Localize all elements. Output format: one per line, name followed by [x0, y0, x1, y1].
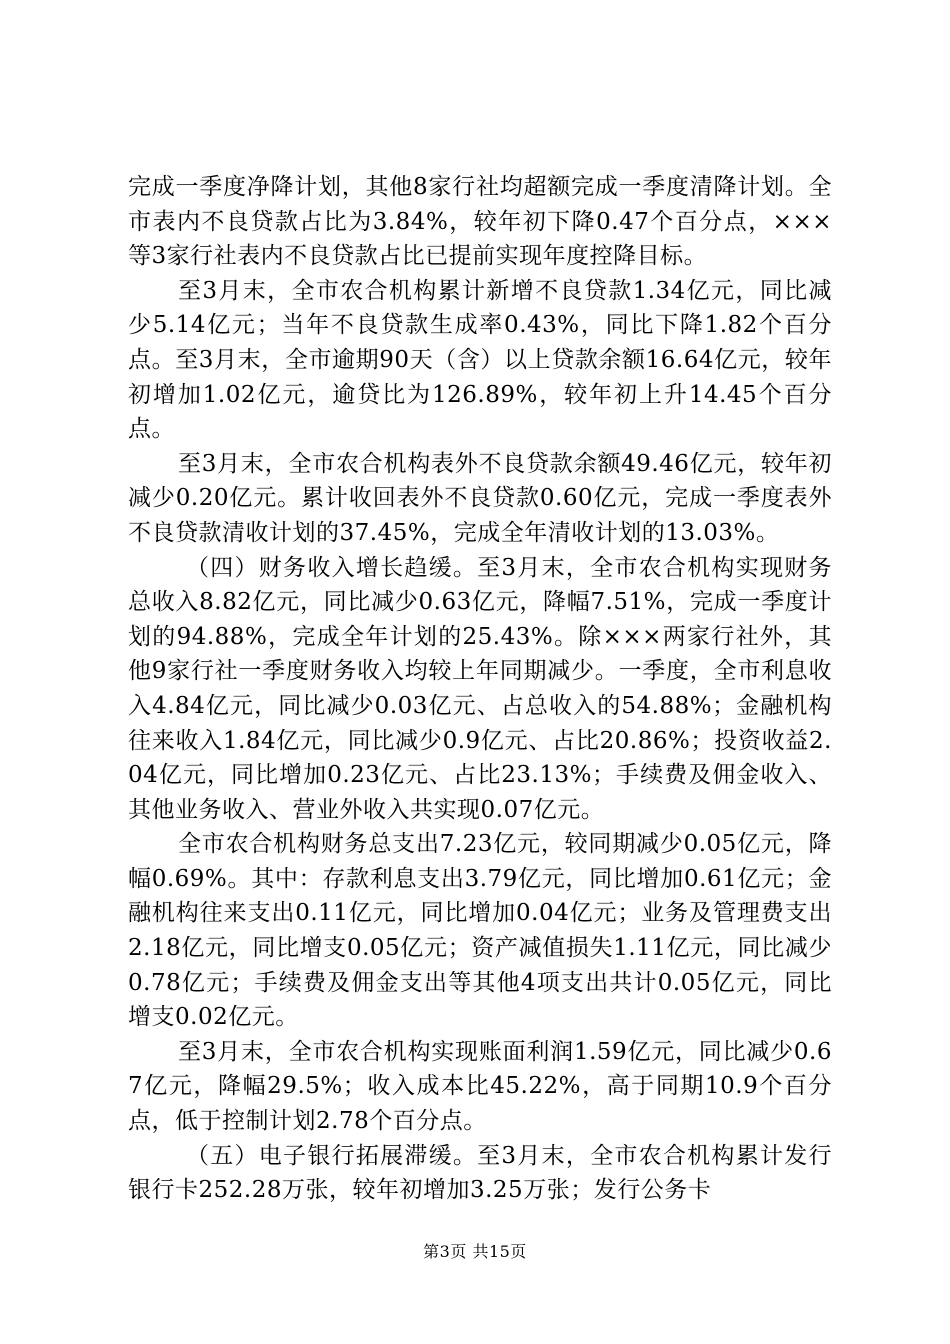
paragraph-e-banking: （五）电子银行拓展滞缓。至3月末，全市农合机构累计发行银行卡252.28万张，较年初增加3.25万张；发行公务卡	[128, 1142, 832, 1204]
page-footer: 第3页 共15页	[423, 1242, 527, 1261]
paragraph-npl-reduction: 完成一季度净降计划，其他8家行社均超额完成一季度清降计划。全市表内不良贷款占比为3.84%，较年初下降0.47个百分点，×××等3家行社表内不良贷款占比已提前实现年度控降目标。	[128, 174, 832, 270]
paragraph-new-npl: 至3月末，全市农合机构累计新增不良贷款1.34亿元，同比减少5.14亿元；当年不良贷款生成率0.43%，同比下降1.82个百分点。至3月末，全市逾期90天（含）以上贷款余额16.64亿元，较年初增加1.02亿元，逾贷比为126.89%，较年初上升14.45个百分点。	[128, 277, 832, 443]
paragraph-off-balance-npl: 至3月末，全市农合机构表外不良贷款余额49.46亿元，较年初减少0.20亿元。累计收回表外不良贷款0.60亿元，完成一季度表外不良贷款清收计划的37.45%，完成全年清收计划的13.03%。	[128, 450, 832, 546]
paragraph-financial-income: （四）财务收入增长趋缓。至3月末，全市农合机构实现财务总收入8.82亿元，同比减少0.63亿元，降幅7.51%，完成一季度计划的94.88%，完成全年计划的25.43%。除×××两家行社外，其他9家行社一季度财务收入均较上年同期减少。一季度，全市利息收入4.84亿元，同比减少0.03亿元、占总收入的54.88%；金融机构往来收入1.84亿元，同比减少0.9亿元、占比20.86%；投资收益2.04亿元，同比增加0.23亿元、占比23.13%；手续费及佣金收入、其他业务收入、营业外收入共实现0.07亿元。	[128, 554, 832, 823]
paragraph-financial-expenditure: 全市农合机构财务总支出7.23亿元，较同期减少0.05亿元，降幅0.69%。其中：存款利息支出3.79亿元，同比增加0.61亿元；金融机构往来支出0.11亿元，同比增加0.04亿元；业务及管理费支出2.18亿元，同比增支0.05亿元；资产减值损失1.11亿元，同比减少0.78亿元；手续费及佣金支出等其他4项支出共计0.05亿元，同比增支0.02亿元。	[128, 831, 832, 1031]
paragraph-profit: 至3月末，全市农合机构实现账面利润1.59亿元，同比减少0.67亿元，降幅29.5%；收入成本比45.22%，高于同期10.9个百分点，低于控制计划2.78个百分点。	[128, 1038, 832, 1135]
document-body	[128, 170, 832, 1208]
